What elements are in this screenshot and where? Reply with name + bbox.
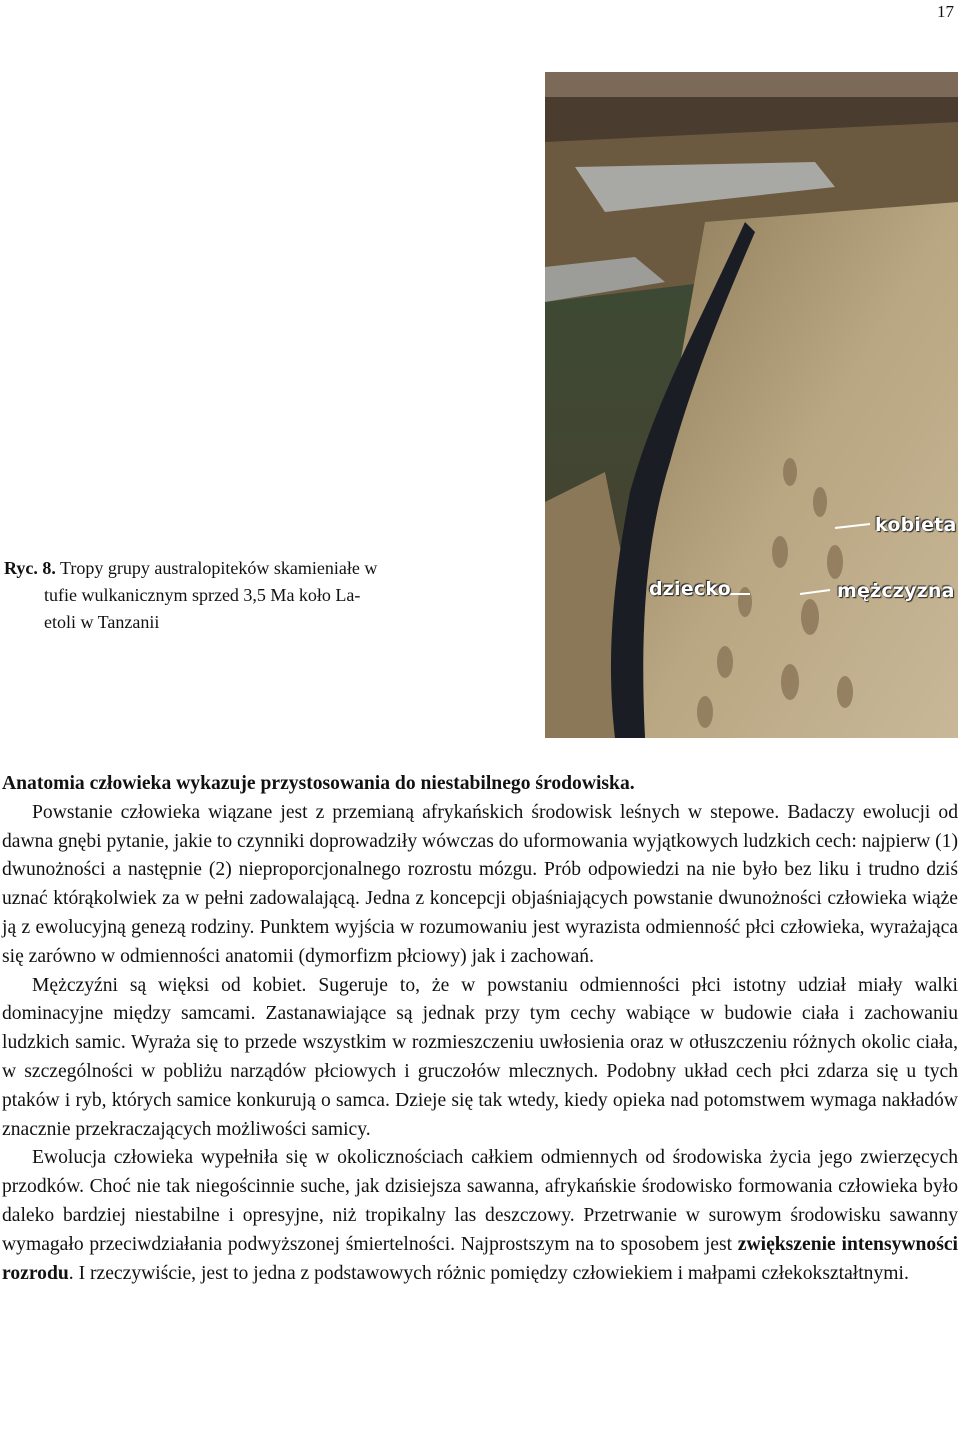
caption-label: Ryc. 8. <box>4 558 56 578</box>
paragraph-3-start: Ewolucja człowieka wypełniła się w okolicznościach całkiem odmiennych od środowiska życia jego zwierzęcych przodków. Choć nie tak niegościnnie suche, jak dzisiejsza sawanna, afrykańskie środowisko formowania człowieka było daleko bardziej niestabilne i opresyjne, niż tropikalny las deszczowy. Przetrwanie w surowym środowisku sawanny wymagało przeciwdziałania podwyższonej śmiertelności. Najprostszym na to sposobem jest <box>2 1147 958 1255</box>
paragraph-3 <box>2 1144 958 1288</box>
label-child: dziecko <box>649 578 731 600</box>
paragraph-1: Powstanie człowieka wiązane jest z przemianą afrykańskich środowisk leśnych w stepowe. Badaczy ewolucji od dawna gnębi pytanie, jakie to czynniki doprowadziły wówczas do uformowania wyjątkowych ludzkich cech: najpierw (1) dwunożności a następnie (2) nieproporcjonalnego rozrostu mózgu. Prób odpowiedzi na nie było bez liku i trudno dziś uznać którąkolwiek za w pełni zadowalającą. Jedna z koncepcji objaśniających powstanie dwunożności człowieka wiąże ją z ewolucyjną genezą rodziny. Punktem wyjścia w rozumowaniu jest wyrazista odmienność płci człowieka, wyrażająca się zarówno w odmienności anatomii (dymorfizm płciowy) jak i zachowań. <box>2 801 958 967</box>
paragraph-2: Mężczyźni są więksi od kobiet. Sugeruje to, że w powstaniu odmienności płci istotny udział miały walki dominacyjne między samcami. Zastanawiające są jednak przy tym cechy wabiące w budowie ciała i zachowaniu ludzkich samic. Wyraża się to przede wszystkim w rozmieszczeniu uwłosienia oraz w otłuszczeniu różnych okolic ciała, w szczególności w pobliżu narządów płciowych i gruczołów mlecznych. Podobny układ cech płci zdarza się u tych ptaków i ryb, których samice konkurują o samca. Dzieje się tak wtedy, kiedy opieka nad potomstwem wymaga nakładów znacznie przekraczających możliwości samicy. <box>2 974 958 1140</box>
footprints-photo-image <box>545 72 958 738</box>
figure-caption <box>4 555 454 636</box>
page-number: 17 <box>937 2 954 21</box>
caption-line-1: Tropy grupy australopiteków skamieniałe w <box>60 558 378 578</box>
footprints-photo <box>545 72 958 738</box>
main-text <box>2 770 958 1288</box>
caption-line-2: tufie wulkanicznym sprzed 3,5 Ma koło La- <box>44 585 361 605</box>
caption-line-3: etoli w Tanzanii <box>44 612 160 632</box>
paragraph-3-end: . I rzeczywiście, jest to jedna z podstawowych różnic pomiędzy człowiekiem i małpami człekokształtnymi. <box>68 1262 909 1284</box>
paragraph-3-emphasis: zwiększenie intensywności rozrodu <box>2 1233 958 1284</box>
label-woman: kobieta <box>875 514 957 536</box>
section-heading: Anatomia człowieka wykazuje przystosowania do niestabilnego środowiska. <box>2 773 635 794</box>
label-man: mężczyzna <box>837 580 955 602</box>
